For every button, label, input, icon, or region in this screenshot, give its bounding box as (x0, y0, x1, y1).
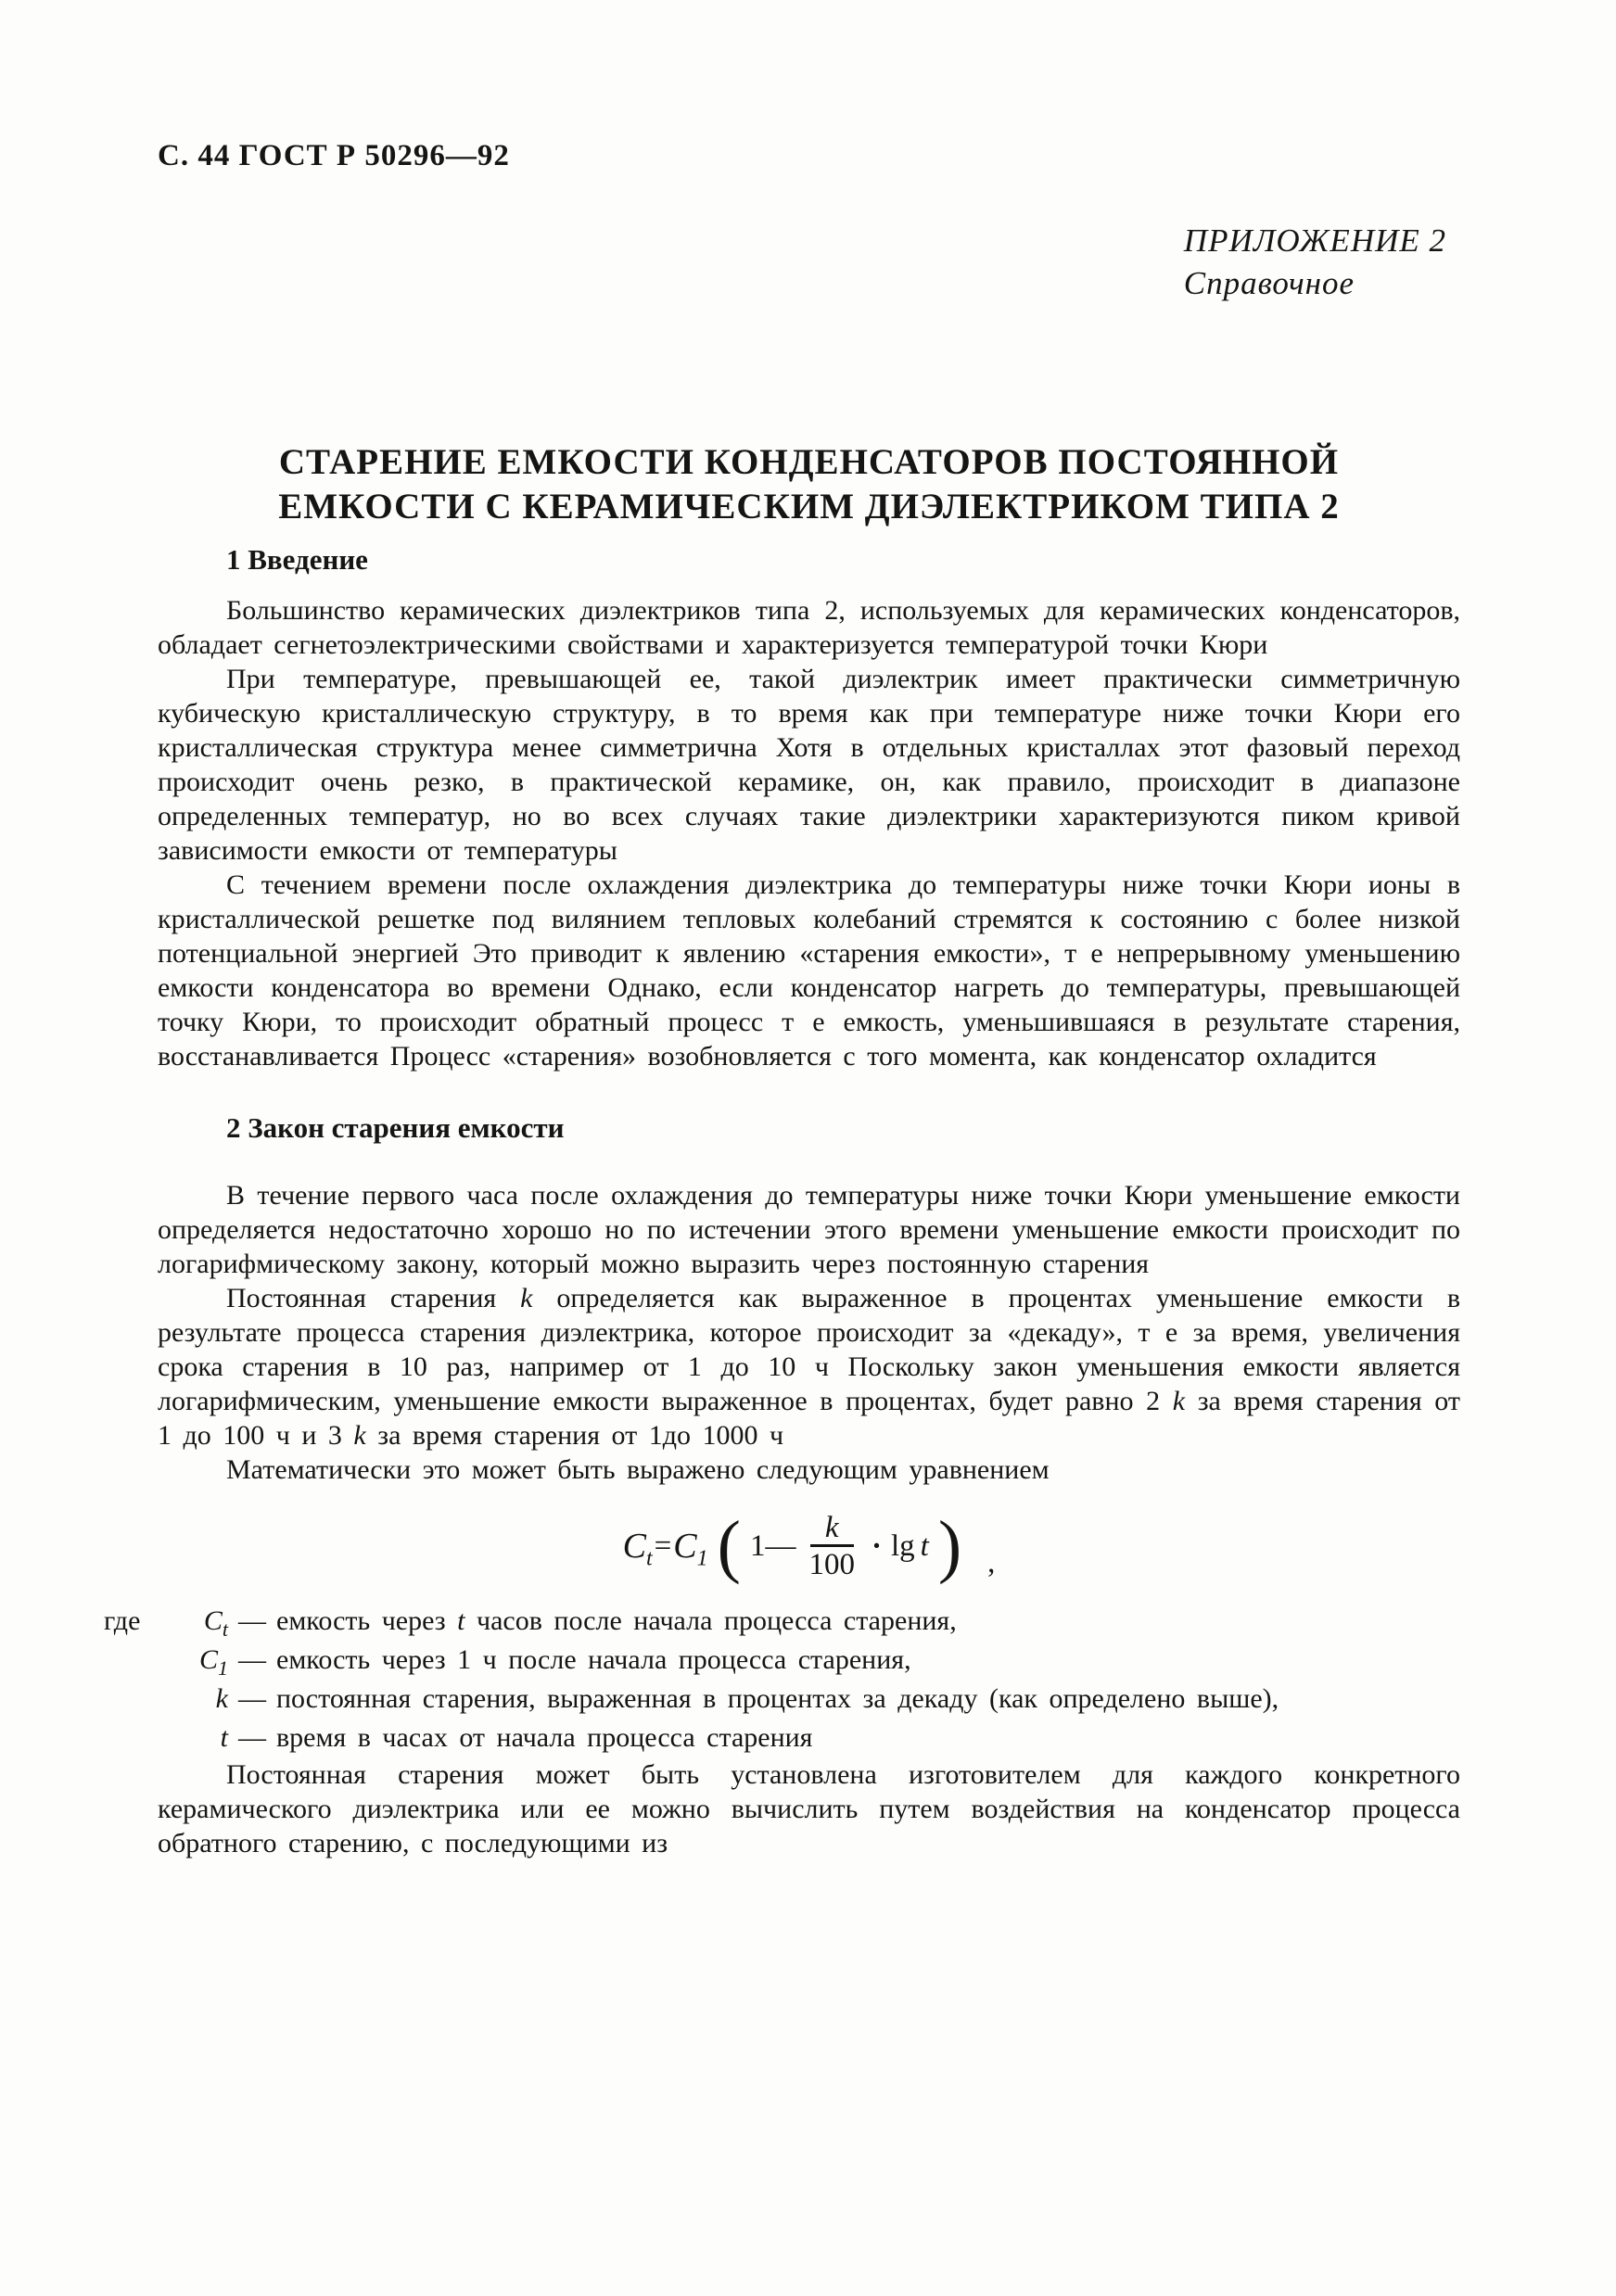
section-2-paragraph-3: Математически это может быть выражено следующим уравнением (226, 1454, 1050, 1485)
section-2-paragraph-1: В течение первого часа после охлаждения до температуры ниже точки Кюри уменьшение емкости определяется недостаточно хорошо но по истечении этого времени уменьшение емкости происходит по логарифмическому закону, который можно выразить через постоянную старения (158, 1180, 1460, 1279)
definition-text-ct: емкость через t часов после начала процесса старения, (276, 1605, 957, 1636)
variable-t: t (457, 1605, 465, 1636)
right-parenthesis: ) (937, 1506, 962, 1585)
fraction-denominator: 100 (808, 1548, 855, 1581)
section-1-paragraph-2: При температуре, превышающей ее, такой диэлектрик имеет практически симметричную кубическую кристаллическую структуру, в то время как при температуре ниже точки Кюри его кристаллическая структура менее симметрична Хотя в отдельных кристаллах этот фазовый переход происходит очень резко, в практической керамике, он, как правило, происходит в диапазоне определенных температур, но во всех случаях такие диэлектрики характеризуются пиком кривой зависимости емкости от температуры (158, 664, 1460, 866)
left-parenthesis: ( (717, 1506, 741, 1585)
one-minus-term: 1— (749, 1529, 796, 1563)
definition-row-k (104, 1680, 1460, 1719)
section-1-paragraph-1: Большинство керамических диэлектриков типа 2, используемых для керамических конденсаторов, обладает сегнетоэлектрическими свойствами и характеризуется температурой точки Кюри (158, 595, 1460, 660)
variable-k: k (520, 1283, 533, 1313)
paragraph-text-segment: определяется как выраженное в процентах уменьшение емкости в результате процесса старения диэлектрика, которое происходит за «декаду», т е за время, увеличения срока старения в 10 раз, например от 1 до 10 ч Поскольку закон уменьшения емкости является логарифмическим, уменьшение емкости выраженное в процентах, будет равно 2 (158, 1283, 1460, 1416)
equals-sign: = (654, 1529, 672, 1563)
term-ct: $C_t$ (203, 1605, 228, 1641)
formula-capacitance-t: $C_t$ (622, 1526, 653, 1571)
formula-definitions (104, 1602, 1460, 1757)
definition-text-c1: емкость через 1 ч после начала процесса старения, (276, 1644, 911, 1675)
annex-title: ПРИЛОЖЕНИЕ 2 (1183, 222, 1446, 259)
formula-comma: , (987, 1546, 996, 1579)
term-t: t (220, 1722, 228, 1753)
document-title-line1: СТАРЕНИЕ ЕМКОСТИ КОНДЕНСАТОРОВ ПОСТОЯННОЙ (278, 442, 1340, 482)
annex-block (1184, 220, 1446, 305)
document-title-line2: ЕМКОСТИ С КЕРАМИЧЕСКИМ ДИЭЛЕКТРИКОМ ТИПА 2 (278, 487, 1340, 526)
definition-dash: — (238, 1605, 266, 1636)
definition-dash: — (238, 1683, 266, 1714)
fraction-k-over-100 (808, 1512, 855, 1580)
definition-dash: — (238, 1644, 266, 1675)
definition-text-k: постоянная старения, выраженная в процентах за декаду (как определено выше), (276, 1683, 1279, 1714)
paragraph-text-segment: Постоянная старения (226, 1283, 521, 1313)
term-c1: $C_1$ (198, 1644, 228, 1680)
page-header: С. 44 ГОСТ Р 50296—92 (158, 139, 510, 172)
definition-dash: — (238, 1722, 266, 1753)
fraction-numerator: k (810, 1512, 854, 1547)
paragraph-text-segment: за время старения от 1до 1000 ч (365, 1420, 784, 1451)
variable-k: k (353, 1420, 366, 1451)
paragraph-text-segment: за время старения от 1 до 100 ч и 3 (158, 1386, 1461, 1451)
section-2-heading: 2 Закон старения емкости (226, 1111, 565, 1144)
definition-text-t: время в часах от начала процесса старения (276, 1722, 813, 1753)
definition-row-c1 (104, 1641, 1460, 1680)
variable-k: k (1172, 1386, 1186, 1416)
log-term: lg t (890, 1529, 929, 1563)
where-label: где (104, 1605, 141, 1636)
definition-row-t (104, 1719, 1460, 1757)
closing-paragraph: Постоянная старения может быть установлена изготовителем для каждого конкретного керамического диэлектрика или ее можно вычислить путем воздействия на конденсатор процесса обратного старению, с последующими из (158, 1759, 1460, 1858)
definition-row-ct (104, 1602, 1460, 1641)
document-title (158, 440, 1460, 529)
section-2-paragraph-2 (158, 1281, 1460, 1452)
formula-capacitance-1: $C_1$ (673, 1526, 708, 1571)
term-k: k (215, 1683, 228, 1714)
section-1-heading: 1 Введение (226, 543, 368, 576)
multiplication-dot: · (871, 1529, 882, 1563)
annex-subtitle: Справочное (1183, 265, 1355, 301)
section-1-paragraph-3: С течением времени после охлаждения диэлектрика до температуры ниже точки Кюри ионы в кристаллической решетке под вилянием тепловых колебаний стремятся к состоянию с более низкой потенциальной энергией Это приводит к явлению «старения емкости», т е непрерывному уменьшению емкости конденсатора во времени Однако, если конденсатор нагреть до температуры, превышающей точку Кюри, то происходит обратный процесс т е емкость, уменьшившаяся в результате старения, восстанавливается Процесс «старения» возобновляется с того момента, как конденсатор охладится (158, 869, 1460, 1072)
aging-formula (623, 1502, 996, 1591)
